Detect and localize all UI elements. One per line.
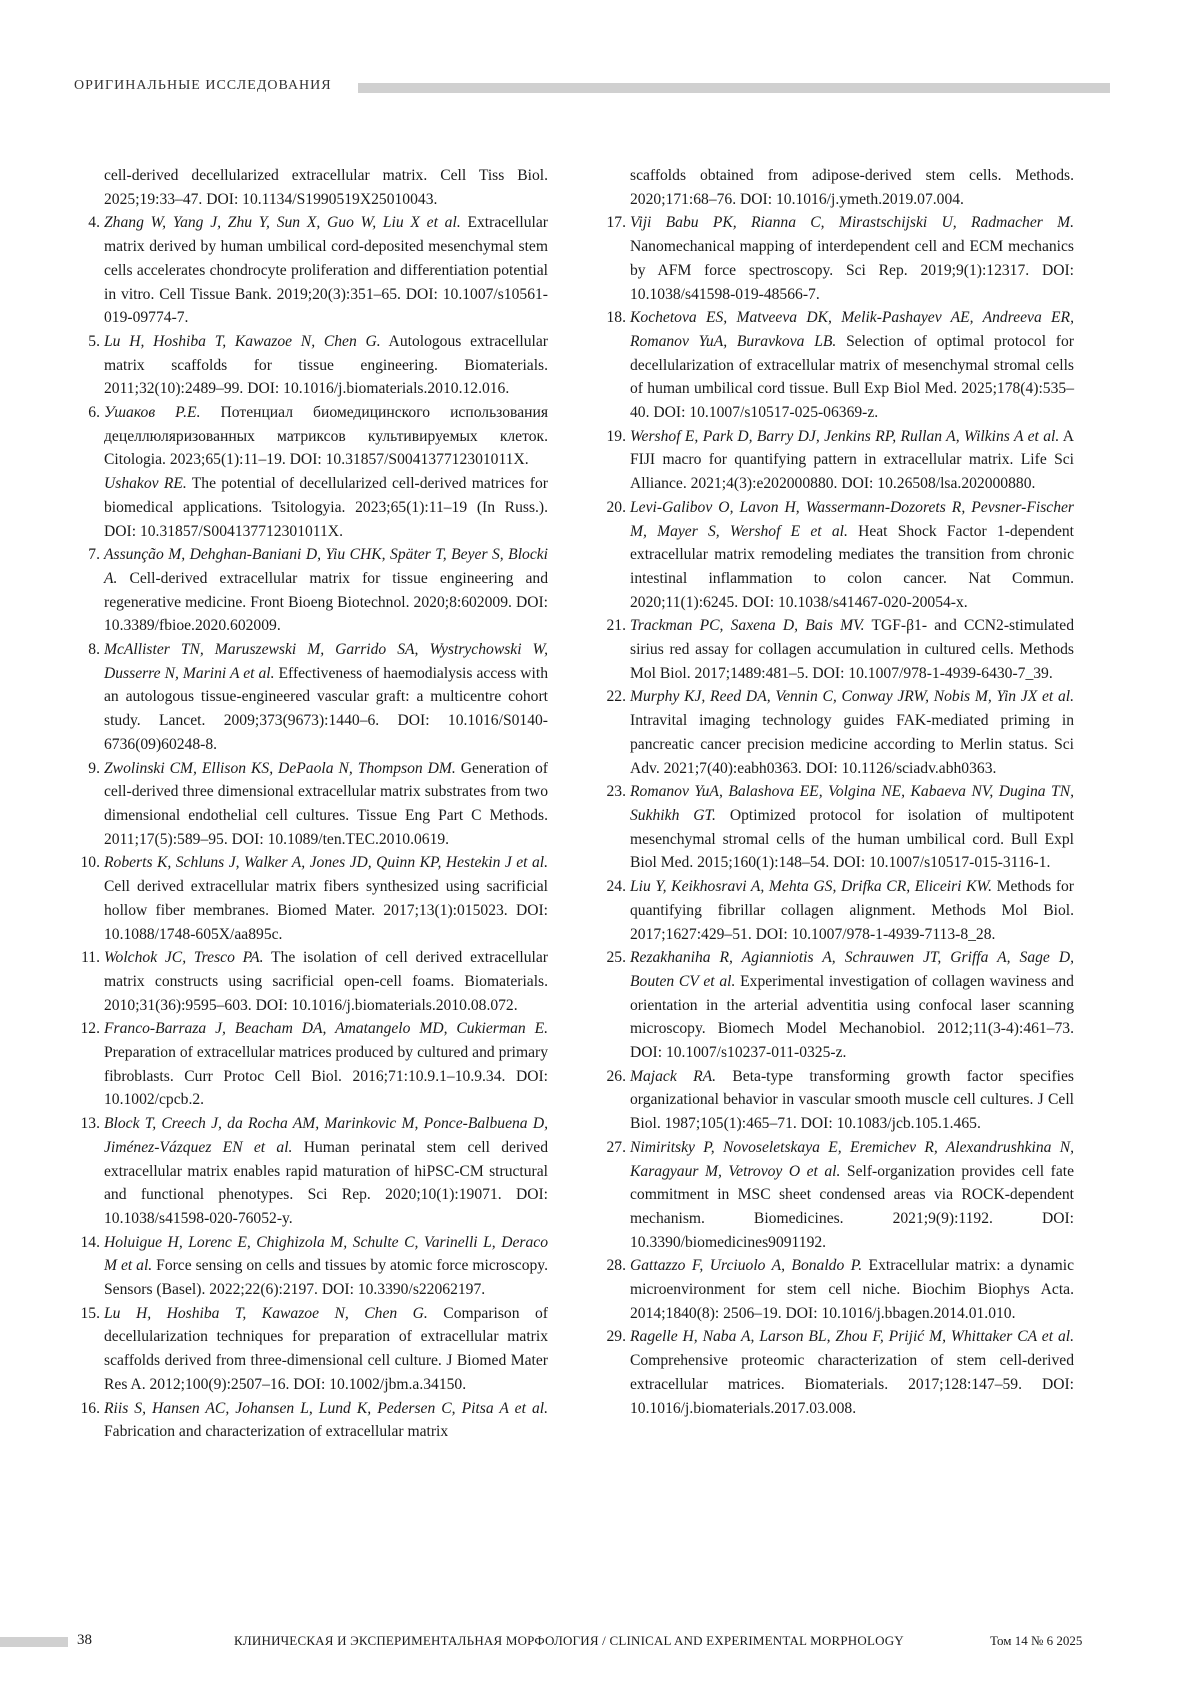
reference-number: 27 .	[600, 1136, 626, 1160]
reference-number: 26 .	[600, 1065, 626, 1089]
reference-translation	[104, 472, 548, 543]
reference-item	[74, 1397, 548, 1444]
reference-body	[104, 546, 548, 634]
reference-text: Extracellular matrix derived by human umbilical cord-deposited mesenchymal stem cells accelerates chondrocyte proliferation and differentiation potential in vitro. Cell Tissue Bank. 2019;20(3):351–65. DOI: 10.1007/s10561-019-09774-7.	[104, 214, 548, 326]
reference-text: Cell-derived extracellular matrix for tissue engineering and regenerative medicine. Front Bioeng Biotechnol. 2020;8:602009. DOI: 10.3389/fbioe.2020.602009.	[104, 570, 548, 634]
reference-number: 20 .	[600, 496, 626, 520]
reference-number: 29 .	[600, 1325, 626, 1349]
reference-body	[630, 783, 1074, 871]
reference-text: Effectiveness of haemodialysis access with an autologous tissue-engineered vascular graft: a multicentre cohort study. Lancet. 2009;373(9673):1440–6. DOI: 10.1016/S0140-6736(09)60248-8.	[104, 665, 548, 753]
reference-text: Intravital imaging technology guides FAK-mediated priming in pancreatic cancer precision medicine according to Merlin status. Sci Adv. 2021;7(40):eabh0363. DOI: 10.1126/sciadv.abh0363.	[630, 712, 1074, 776]
reference-number: 28 .	[600, 1254, 626, 1278]
reference-number: 19 .	[600, 425, 626, 449]
reference-body	[630, 1328, 1074, 1416]
reference-authors: Liu Y, Keikhosravi A, Mehta GS, Drifka CR, Eliceiri KW.	[630, 878, 992, 895]
references-left-column	[74, 164, 548, 1444]
header-bar	[358, 83, 1110, 93]
reference-number: 7 .	[74, 543, 100, 567]
footer-bar	[0, 1637, 68, 1647]
reference-authors: Riis S, Hansen AC, Johansen L, Lund K, Pedersen C, Pitsa A et al.	[104, 1400, 548, 1417]
reference-number: 4 .	[74, 211, 100, 235]
reference-item	[74, 851, 548, 946]
reference-body	[630, 878, 1074, 942]
reference-item	[74, 330, 548, 401]
reference-text: A FIJI macro for quantifying pattern in extracellular matrix. Life Sci Alliance. 2021;4(3):e202000880. DOI: 10.26508/lsa.202000880.	[630, 428, 1074, 492]
reference-item	[600, 946, 1074, 1065]
reference-number: 16 .	[74, 1397, 100, 1421]
reference-item	[74, 1017, 548, 1112]
reference-number: 25 .	[600, 946, 626, 970]
reference-text: Human perinatal stem cell derived extracellular matrix enables rapid maturation of hiPSC-CM structural and functional phenotypes. Sci Rep. 2020;10(1):19071. DOI: 10.1038/s41598-020-76052-y.	[104, 1139, 548, 1227]
reference-body	[104, 641, 548, 753]
reference-body	[104, 949, 548, 1013]
reference-body	[630, 1068, 1074, 1132]
reference-body	[104, 1115, 548, 1227]
reference-item	[600, 306, 1074, 425]
reference-number: 21 .	[600, 614, 626, 638]
reference-item	[600, 1254, 1074, 1325]
reference-body	[630, 688, 1074, 776]
reference-number: 11 .	[74, 946, 100, 970]
reference-text: Autologous extracellular matrix scaffolds for tissue engineering. Biomaterials. 2011;32(10):2489–99. DOI: 10.1016/j.biomaterials.2010.12.016.	[104, 333, 548, 397]
reference-number: 24 .	[600, 875, 626, 899]
reference-authors: Roberts K, Schluns J, Walker A, Jones JD, Quinn KP, Hestekin J et al.	[104, 854, 548, 871]
reference-number: 9 .	[74, 757, 100, 781]
issue-info: Том 14 № 6 2025	[990, 1633, 1082, 1649]
reference-text: scaffolds obtained from adipose-derived stem cells. Methods. 2020;171:68–76. DOI: 10.1016/j.ymeth.2019.07.004.	[630, 167, 1074, 208]
reference-authors: Wershof E, Park D, Barry DJ, Jenkins RP, Rullan A, Wilkins A et al.	[630, 428, 1059, 445]
reference-body	[630, 167, 1074, 208]
reference-text: The isolation of cell derived extracellular matrix constructs using sacrificial open-cell foams. Biomaterials. 2010;31(36):9595–603. DOI: 10.1016/j.biomaterials.2010.08.072.	[104, 949, 548, 1013]
reference-text: Self-organization provides cell fate commitment in MSC sheet condensed areas via ROCK-dependent mechanism. Biomedicines. 2021;9(9):1192. DOI: 10.3390/biomedicines9091192.	[630, 1163, 1074, 1251]
reference-authors: Zwolinski CM, Ellison KS, DePaola N, Thompson DM.	[104, 760, 456, 777]
reference-text: Fabrication and characterization of extracellular matrix	[104, 1423, 448, 1440]
reference-translation-authors: Ushakov RE.	[104, 475, 187, 492]
references-right-column	[600, 164, 1074, 1420]
reference-item	[600, 875, 1074, 946]
reference-body	[630, 428, 1074, 492]
reference-item	[74, 1231, 548, 1302]
reference-text: Force sensing on cells and tissues by atomic force microscopy. Sensors (Basel). 2022;22(6):2197. DOI: 10.3390/s22062197.	[104, 1257, 548, 1298]
reference-text: Потенциал биомедицинского использования децеллюляризованных матриксов культивируемых клеток. Citologia. 2023;65(1):11–19. DOI: 10.31857/S004137712301011X.	[104, 404, 548, 468]
reference-text: Nanomechanical mapping of interdependent cell and ECM mechanics by AFM force spectroscopy. Sci Rep. 2019;9(1):12317. DOI: 10.1038/s41598-019-48566-7.	[630, 238, 1074, 302]
reference-body	[630, 617, 1074, 681]
reference-text: Extracellular matrix: a dynamic microenvironment for stem cell niche. Biochim Biophys Acta. 2014;1840(8): 2506–19. DOI: 10.1016/j.bbagen.2014.01.010.	[630, 1257, 1074, 1321]
reference-number: 15 .	[74, 1302, 100, 1326]
reference-authors: Zhang W, Yang J, Zhu Y, Sun X, Guo W, Liu X et al.	[104, 214, 461, 231]
reference-body	[104, 760, 548, 848]
reference-authors: Majack RA.	[630, 1068, 716, 1085]
reference-authors: Nimiritsky P, Novoseletskaya E, Eremichev R, Alexandrushkina N, Karagyaur M, Vetrovoy O et al.	[630, 1139, 1074, 1180]
reference-body	[104, 404, 548, 543]
page-number: 38	[77, 1632, 92, 1649]
reference-body	[630, 1257, 1074, 1321]
reference-number: 22 .	[600, 685, 626, 709]
reference-item	[600, 614, 1074, 685]
reference-body	[104, 167, 548, 208]
reference-body	[104, 1305, 548, 1393]
reference-number: 6 .	[74, 401, 100, 425]
reference-text: TGF-β1- and CCN2-stimulated sirius red assay for collagen accumulation in cultured cells. Methods Mol Biol. 2017;1489:481–5. DOI: 10.1007/978-1-4939-6430-7_39.	[630, 617, 1074, 681]
reference-item	[74, 543, 548, 638]
reference-authors: Holuigue H, Lorenc E, Chighizola M, Schulte C, Varinelli L, Deraco M et al.	[104, 1234, 548, 1275]
reference-number: 14 .	[74, 1231, 100, 1255]
reference-item	[600, 1325, 1074, 1420]
reference-text: Heat Shock Factor 1-dependent extracellular matrix remodeling mediates the transition from chronic intestinal inflammation to colon cancer. Nat Commun. 2020;11(1):6245. DOI: 10.1038/s41467-020-20054-x.	[630, 523, 1074, 611]
reference-item	[74, 211, 548, 330]
reference-number: 8 .	[74, 638, 100, 662]
reference-item	[600, 496, 1074, 615]
reference-number: 18 .	[600, 306, 626, 330]
reference-item	[74, 757, 548, 852]
reference-authors: Ragelle H, Naba A, Larson BL, Zhou F, Prijić M, Whittaker CA et al.	[630, 1328, 1074, 1345]
reference-text: Comprehensive proteomic characterization of stem cell-derived extracellular matrices. Biomaterials. 2017;128:147–59. DOI: 10.1016/j.biomaterials.2017.03.008.	[630, 1352, 1074, 1416]
reference-authors: Romanov YuA, Balashova EE, Volgina NE, Kabaeva NV, Dugina TN, Sukhikh GT.	[630, 783, 1074, 824]
reference-body	[104, 1400, 548, 1441]
reference-text: Cell derived extracellular matrix fibers synthesized using sacrificial hollow fiber membranes. Biomed Mater. 2017;13(1):015023. DOI: 10.1088/1748-605X/aa895c.	[104, 878, 548, 942]
reference-authors: Levi-Galibov O, Lavon H, Wassermann-Dozorets R, Pevsner-Fischer M, Mayer S, Wershof E et al.	[630, 499, 1074, 540]
reference-number: 10 .	[74, 851, 100, 875]
reference-text: Optimized protocol for isolation of multipotent mesenchymal stromal cells of the human umbilical cord. Bull Expl Biol Med. 2015;160(1):148–54. DOI: 10.1007/s10517-015-3116-1.	[630, 807, 1074, 871]
reference-item	[600, 780, 1074, 875]
reference-item	[600, 425, 1074, 496]
reference-item	[600, 685, 1074, 780]
reference-authors: Trackman PC, Saxena D, Bais MV.	[630, 617, 865, 634]
reference-authors: Assunção M, Dehghan-Baniani D, Yiu CHK, Später T, Beyer S, Blocki A.	[104, 546, 548, 587]
reference-number: 5 .	[74, 330, 100, 354]
reference-authors: Viji Babu PK, Rianna C, Mirastschijski U, Radmacher M.	[630, 214, 1074, 231]
reference-item	[600, 211, 1074, 306]
reference-authors: McAllister TN, Maruszewski M, Garrido SA, Wystrychowski W, Dusserre N, Marini A et al.	[104, 641, 548, 682]
reference-authors: Lu H, Hoshiba T, Kawazoe N, Chen G.	[104, 333, 381, 350]
reference-body	[630, 309, 1074, 421]
reference-translation-text: The potential of decellularized cell-derived matrices for biomedical applications. Tsitologyia. 2023;65(1):11–19 (In Russ.). DOI: 10.31857/S004137712301011X.	[104, 475, 548, 539]
reference-text: Methods for quantifying fibrillar collagen alignment. Methods Mol Biol. 2017;1627:429–51. DOI: 10.1007/978-1-4939-7113-8_28.	[630, 878, 1074, 942]
reference-authors: Rezakhaniha R, Agianniotis A, Schrauwen JT, Griffa A, Sage D, Bouten CV et al.	[630, 949, 1074, 990]
reference-body	[104, 854, 548, 942]
reference-text: Generation of cell-derived three dimensional extracellular matrix substrates from two dimensional endothelial cell cultures. Tissue Eng Part C Methods. 2011;17(5):589–95. DOI: 10.1089/ten.TEC.2010.0619.	[104, 760, 548, 848]
reference-text: Experimental investigation of collagen waviness and orientation in the arterial adventitia using confocal laser scanning microscopy. Biomech Model Mechanobiol. 2012;11(3-4):461–73. DOI: 10.1007/s10237-011-0325-z.	[630, 973, 1074, 1061]
reference-body	[104, 1234, 548, 1298]
reference-authors: Franco-Barraza J, Beacham DA, Amatangelo MD, Cukierman E.	[104, 1020, 548, 1037]
reference-body	[630, 949, 1074, 1061]
reference-body	[104, 214, 548, 326]
reference-item	[74, 946, 548, 1017]
reference-number: 23 .	[600, 780, 626, 804]
reference-body	[630, 1139, 1074, 1251]
reference-number: 13 .	[74, 1112, 100, 1136]
reference-text: cell-derived decellularized extracellular matrix. Cell Tiss Biol. 2025;19:33–47. DOI: 10.1134/S1990519X25010043.	[104, 167, 548, 208]
reference-item	[74, 1112, 548, 1231]
reference-item	[600, 1065, 1074, 1136]
reference-body	[104, 1020, 548, 1108]
reference-item	[74, 164, 548, 211]
reference-number: 17 .	[600, 211, 626, 235]
reference-authors: Gattazzo F, Urciuolo A, Bonaldo P.	[630, 1257, 862, 1274]
reference-text: Beta-type transforming growth factor specifies organizational behavior in vascular smooth muscle cell cultures. J Cell Biol. 1987;105(1):465–71. DOI: 10.1083/jcb.105.1.465.	[630, 1068, 1074, 1132]
reference-authors: Lu H, Hoshiba T, Kawazoe N, Chen G.	[104, 1305, 428, 1322]
reference-text: Preparation of extracellular matrices produced by cultured and primary fibroblasts. Curr Protoc Cell Biol. 2016;71:10.9.1–10.9.34. DOI: 10.1002/cpcb.2.	[104, 1044, 548, 1108]
reference-authors: Ушаков Р.Е.	[104, 404, 200, 421]
reference-authors: Kochetova ES, Matveeva DK, Melik-Pashayev AE, Andreeva ER, Romanov YuA, Buravkova LB.	[630, 309, 1074, 350]
reference-authors: Murphy KJ, Reed DA, Vennin C, Conway JRW, Nobis M, Yin JX et al.	[630, 688, 1074, 705]
reference-body	[630, 499, 1074, 611]
reference-body	[630, 214, 1074, 302]
reference-body	[104, 333, 548, 397]
reference-text: Selection of optimal protocol for decellularization of extracellular matrix of mesenchymal stromal cells of human umbilical cord tissue. Bull Exp Biol Med. 2025;178(4):535–40. DOI: 10.1007/s10517-025-06369-z.	[630, 333, 1074, 421]
reference-item	[600, 164, 1074, 211]
journal-title: КЛИНИЧЕСКАЯ И ЭКСПЕРИМЕНТАЛЬНАЯ МОРФОЛОГИЯ / CLINICAL AND EXPERIMENTAL MORPHOLOGY	[234, 1633, 904, 1649]
reference-text: Comparison of decellularization techniques for preparation of extracellular matrix scaffolds derived from three-dimensional cell culture. J Biomed Mater Res A. 2012;100(9):2507–16. DOI: 10.1002/jbm.a.34150.	[104, 1305, 548, 1393]
reference-item	[74, 401, 548, 543]
section-title: ОРИГИНАЛЬНЫЕ ИССЛЕДОВАНИЯ	[74, 78, 332, 94]
reference-item	[74, 1302, 548, 1397]
reference-item	[600, 1136, 1074, 1255]
reference-authors: Wolchok JC, Tresco PA.	[104, 949, 264, 966]
reference-number: 12 .	[74, 1017, 100, 1041]
reference-item	[74, 638, 548, 757]
reference-authors: Block T, Creech J, da Rocha AM, Marinkovic M, Ponce-Balbuena D, Jiménez-Vázquez EN et al.	[104, 1115, 548, 1156]
